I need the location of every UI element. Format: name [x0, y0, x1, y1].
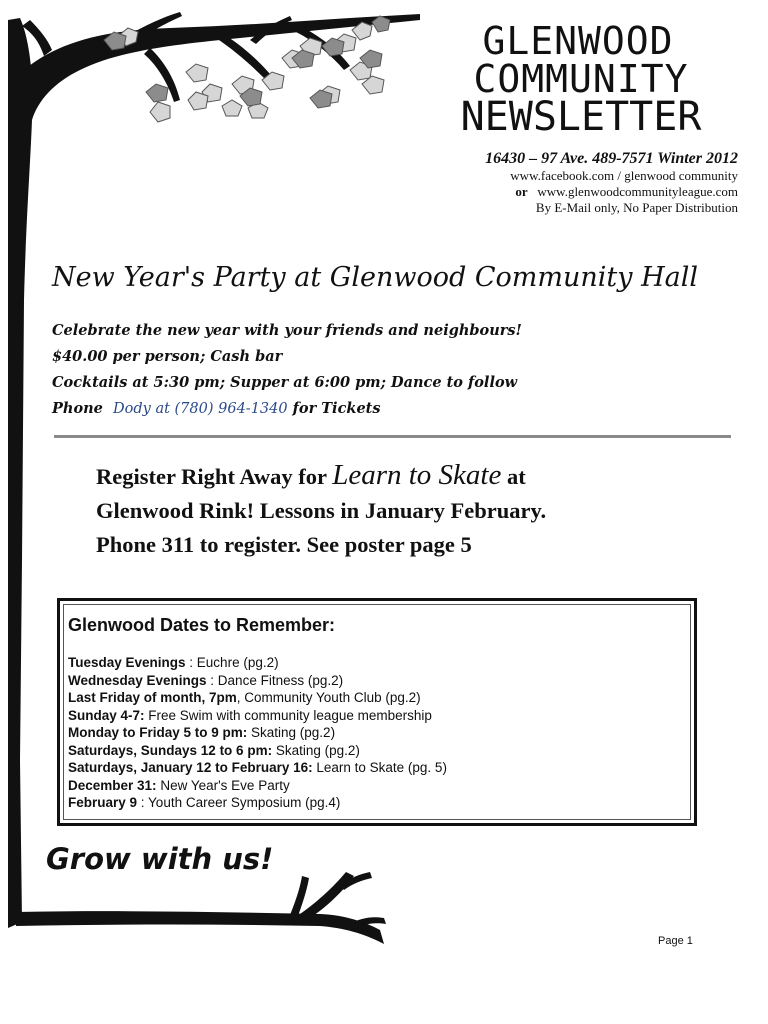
- date-text: : Dance Fitness (pg.2): [206, 672, 344, 688]
- date-label: December 31:: [68, 777, 157, 793]
- party-line-1: Celebrate the new year with your friends and neighbours!: [52, 322, 522, 339]
- party-title: New Year's Party at Glenwood Community Hall: [52, 262, 698, 293]
- list-item: [68, 759, 447, 777]
- date-label: Wednesday Evenings: [68, 672, 207, 688]
- website-line: [485, 184, 738, 200]
- skate-announcement: [96, 458, 546, 562]
- phone-contact: Dody at (780) 964-1340: [113, 401, 288, 417]
- dates-box: [57, 598, 697, 826]
- skate-line-1-a: Register Right Away for: [96, 464, 333, 489]
- phone-prefix: Phone: [52, 400, 103, 417]
- website-link[interactable]: www.glenwoodcommunityleague.com: [537, 184, 738, 199]
- skate-line-2: Glenwood Rink! Lessons in January February.: [96, 498, 547, 523]
- date-label: Tuesday Evenings: [68, 655, 186, 670]
- date-text: , Community Youth Club (pg.2): [236, 690, 421, 705]
- date-text: Skating (pg.2): [247, 725, 336, 740]
- list-item: [68, 654, 447, 672]
- masthead: [436, 19, 726, 140]
- date-label: Saturdays, January 12 to February 16:: [68, 760, 313, 775]
- list-item: [68, 777, 447, 795]
- list-item: [68, 742, 447, 760]
- party-details: [52, 318, 522, 422]
- date-label: Saturdays, Sundays 12 to 6 pm:: [68, 742, 273, 758]
- masthead-line-2: COMMUNITY: [473, 57, 689, 101]
- date-label: February 9: [68, 795, 138, 810]
- date-text: Free Swim with community league membership: [144, 707, 432, 723]
- date-text: Learn to Skate (pg. 5): [312, 760, 447, 775]
- party-line-4: [52, 396, 522, 422]
- list-item: [68, 794, 447, 812]
- masthead-line-1: GLENWOOD: [482, 19, 674, 63]
- date-text: : Euchre (pg.2): [185, 655, 279, 670]
- distribution-line: By E-Mail only, No Paper Distribution: [535, 200, 738, 215]
- slogan: Grow with us!: [46, 842, 274, 876]
- date-text: New Year's Eve Party: [156, 777, 290, 793]
- phone-suffix: for Tickets: [292, 400, 381, 417]
- divider-rule: [54, 435, 731, 438]
- date-text: : Youth Career Symposium (pg.4): [137, 795, 341, 810]
- list-item: [68, 724, 447, 742]
- date-label: Monday to Friday 5 to 9 pm:: [68, 725, 248, 740]
- skate-line-1-b: at: [501, 464, 526, 489]
- list-item: [68, 672, 447, 690]
- facebook-line: www.facebook.com / glenwood community: [510, 168, 738, 183]
- dates-title: Glenwood Dates to Remember:: [68, 615, 336, 635]
- date-label: Last Friday of month, 7pm: [68, 690, 237, 705]
- dates-list: [68, 654, 447, 812]
- or-label: or: [515, 184, 528, 199]
- date-text: Skating (pg.2): [272, 742, 360, 758]
- contact-block: [485, 150, 738, 216]
- party-line-3: Cocktails at 5:30 pm; Supper at 6:00 pm; Dance to follow: [52, 374, 518, 391]
- date-label: Sunday 4-7:: [68, 707, 145, 723]
- party-line-2: $40.00 per person; Cash bar: [52, 348, 283, 365]
- address-line: 16430 – 97 Ave. 489-7571 Winter 2012: [485, 150, 738, 167]
- skate-line-3: Phone 311 to register. See poster page 5: [96, 532, 472, 557]
- skate-line-1: [96, 458, 546, 494]
- list-item: [68, 707, 447, 725]
- page-number: Page 1: [658, 935, 693, 947]
- skate-highlight: Learn to Skate: [332, 459, 502, 491]
- list-item: [68, 689, 447, 707]
- masthead-line-3: NEWSLETTER: [460, 94, 702, 140]
